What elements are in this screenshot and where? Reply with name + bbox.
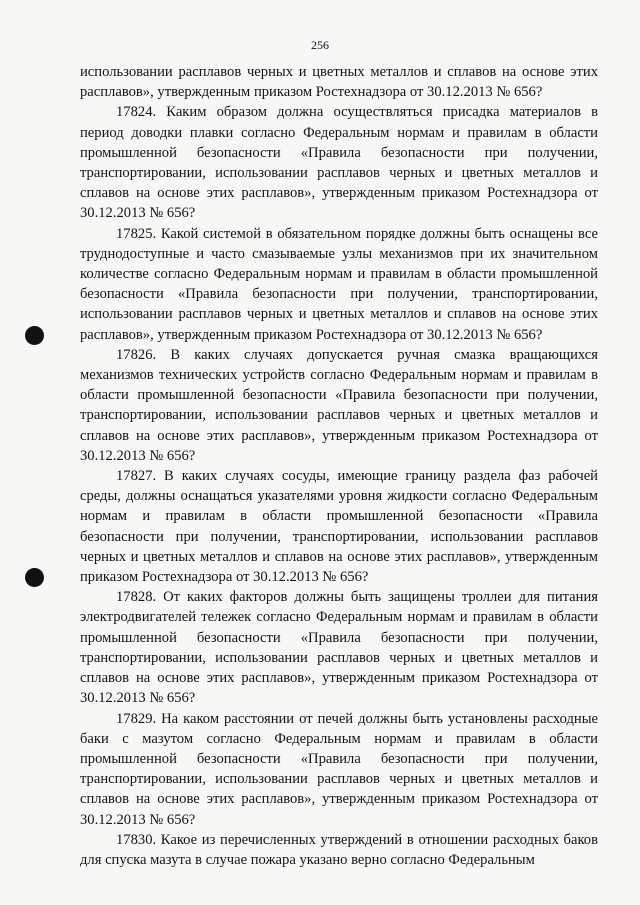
- question-17826: 17826. В каких случаях допускается ручная смазка вращающихся механизмов технических устройств согласно Федеральным нормам и правилам в области промышленной безопасности «Правила безопасности при получении, транспортировании, использовании расплавов черных и цветных металлов и сплавов на основе этих расплавов», утвержденным приказом Ростехнадзора от 30.12.2013 № 656?: [80, 346, 598, 464]
- paragraph-continuation: использовании расплавов черных и цветных металлов и сплавов на основе этих расплавов», утвержденным приказом Ростехнадзора от 30.12.2013 № 656?: [80, 64, 598, 101]
- question-17828: 17828. От каких факторов должны быть защищены троллеи для питания электродвигателей тележек согласно Федеральным нормам и правилам в области промышленной безопасности «Правила безопасности при получении, транспортировании, использовании расплавов черных и цветных металлов и сплавов на основе этих расплавов», утвержденным приказом Ростехнадзора от 30.12.2013 № 656?: [80, 589, 598, 707]
- question-17824: 17824. Каким образом должна осуществляться присадка материалов в период доводки плавки согласно Федеральным нормам и правилам в области промышленной безопасности «Правила безопасности при получении, транспортировании, использовании расплавов черных и цветных металлов и сплавов на основе этих расплавов», утвержденным приказом Ростехнадзора от 30.12.2013 № 656?: [80, 104, 598, 222]
- document-body: [80, 62, 598, 870]
- question-17825: 17825. Какой системой в обязательном порядке должны быть оснащены все труднодоступные и часто смазываемые узлы механизмов при их значительном количестве согласно Федеральным нормам и правилам в области промышленной безопасности «Правила безопасности при получении, транспортировании, использовании расплавов черных и цветных металлов и сплавов на основе этих расплавов», утвержденным приказом Ростехнадзора от 30.12.2013 № 656?: [80, 225, 598, 343]
- question-17829: 17829. На каком расстоянии от печей должны быть установлены расходные баки с мазутом согласно Федеральным нормам и правилам в области промышленной безопасности «Правила безопасности при получении, транспортировании, использовании расплавов черных и цветных металлов и сплавов на основе этих расплавов», утвержденным приказом Ростехнадзора от 30.12.2013 № 656?: [80, 710, 598, 828]
- question-17827: 17827. В каких случаях сосуды, имеющие границу раздела фаз рабочей среды, должны оснащаться указателями уровня жидкости согласно Федеральным нормам и правилам в области промышленной безопасности «Правила безопасности при получении, транспортировании, использовании расплавов черных и цветных металлов и сплавов на основе этих расплавов», утвержденным приказом Ростехнадзора от 30.12.2013 № 656?: [80, 468, 598, 586]
- punch-hole-icon: [25, 568, 44, 587]
- punch-hole-icon: [25, 326, 44, 345]
- question-17830: 17830. Какое из перечисленных утверждений в отношении расходных баков для спуска мазута в случае пожара указано верно согласно Федеральным: [80, 831, 598, 868]
- page-number: 256: [311, 38, 329, 52]
